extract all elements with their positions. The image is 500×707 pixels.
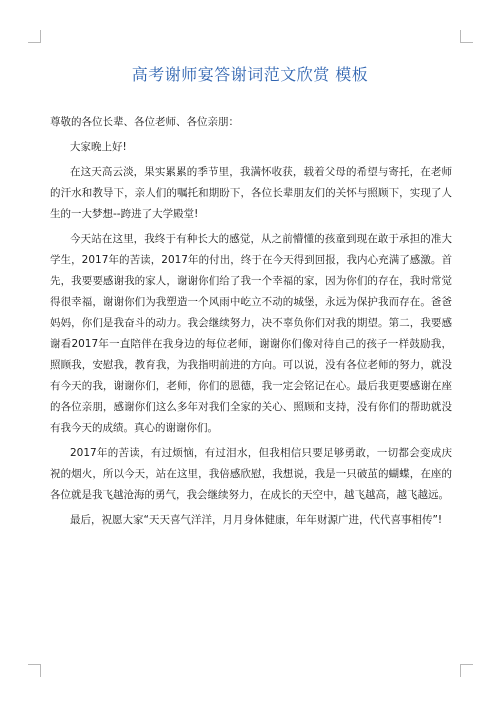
body-paragraph: 在这天高云淡，果实累累的季节里，我满怀收获，载着父母的希望与寄托，在老师的汗水和教导下，亲人们的嘱托和期盼下，各位长辈朋友们的关怀与照顾下，实现了人生的一大梦想--跨进了大学殿堂! (50, 166, 452, 220)
document-title: 高考谢师宴答谢词范文欣赏 模板 (131, 65, 369, 84)
body-paragraph: 今天站在这里，我终于有种长大的感觉，从之前懵懂的孩童到现在敢于承担的准大学生，2017年的苦读，2017年的付出，终于在今天得到回报，我内心充满了感激。首先，我要要感谢我的家人，谢谢你们给了我一个幸福的家，因为你们的存在，我时常觉得很幸福，谢谢你们为我塑造一个风雨中屹立不动的城堡，永远为保护我而存在。爸爸妈妈，你们是我奋斗的动力。我会继续努力，决不辜负你们对我的期望。第二，我要感谢看2017年一直陪伴在我身边的每位老师，谢谢你们像对待自己的孩子一样鼓励我，照顾我，安慰我，教育我，为我指明前进的方向。可以说，没有各位老师的努力，就没有今天的我，谢谢你们，老师，你们的恩德，我一定会铭记在心。最后我更要感谢在座的各位亲朋，感谢你们这么多年对我们全家的关心、照顾和支持，没有你们的帮助就没有我今天的成绩。真心的谢谢你们。 (50, 233, 452, 434)
document-body (50, 112, 452, 535)
crop-mark-top-left (28, 30, 41, 43)
closing-paragraph: 最后，祝愿大家“天天喜气洋洋，月月身体健康，年年财源广进，代代喜事相传”! (70, 514, 443, 526)
greeting-line: 尊敬的各位长辈、各位老师、各位亲朋： (50, 116, 239, 128)
crop-mark-bottom-left (28, 664, 41, 677)
body-paragraph: 2017年的苦读，有过烦恼，有过泪水，但我相信只要足够勇敢，一切都会变成庆祝的烟火，所以今天，站在这里，我倍感欣慰，我想说，我是一只破茧的蝴蝶，在座的各位就是我飞越沧海的勇气，我会继续努力，在成长的天空中，越飞越高，越飞越远。 (50, 447, 452, 501)
crop-mark-top-right (460, 30, 473, 43)
salutation-line: 大家晚上好! (70, 141, 127, 153)
crop-mark-bottom-right (460, 664, 473, 677)
